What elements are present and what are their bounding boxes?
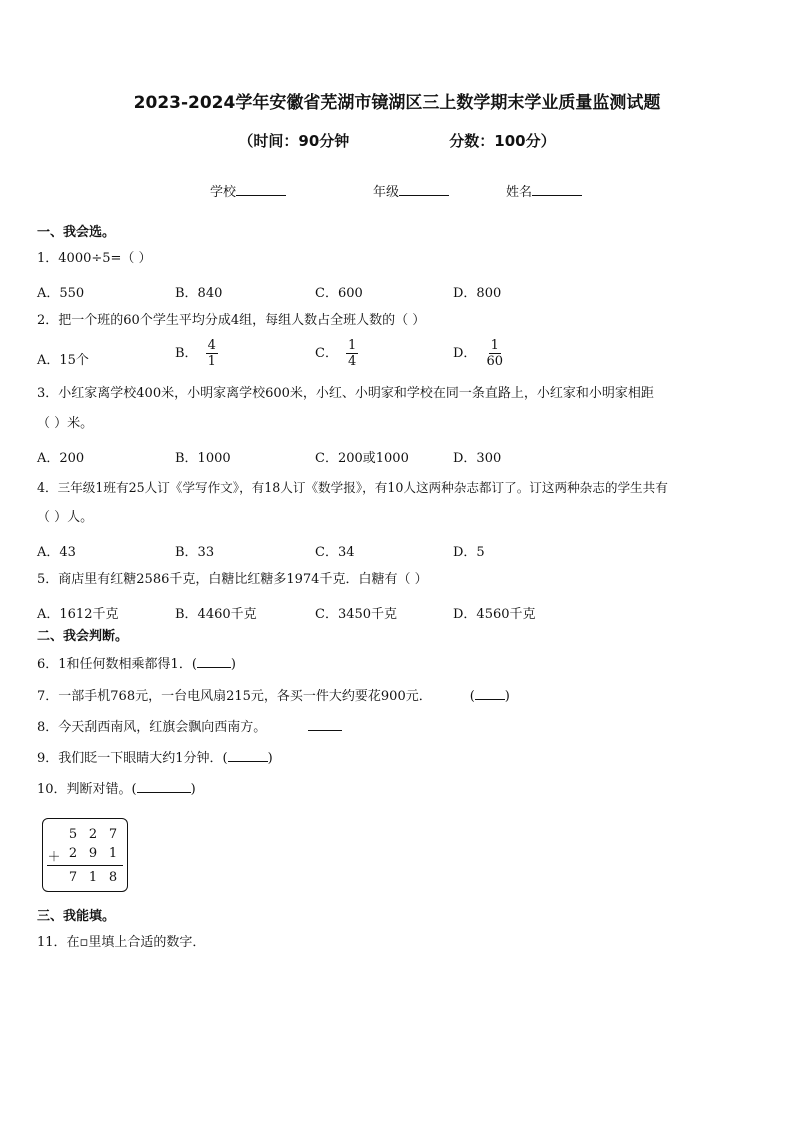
question-3-line2: （ ）米。: [37, 416, 94, 431]
question-9: [37, 749, 273, 767]
question-10: [37, 780, 196, 798]
q3-option-d[interactable]: D．300: [453, 451, 502, 466]
q1-option-d[interactable]: D．800: [453, 286, 502, 301]
q2-option-d[interactable]: [453, 338, 505, 369]
section-heading-fill: 三、我能填。: [37, 909, 116, 924]
answer-blank[interactable]: [137, 780, 191, 793]
digit: 5: [68, 827, 78, 842]
denominator: 60: [486, 354, 503, 369]
q2-option-d-label: D．: [453, 346, 477, 361]
page-title: 2023-2024学年安徽省芜湖市镜湖区三上数学期末学业质量监测试题: [133, 93, 661, 113]
q1-option-b[interactable]: B．840: [175, 286, 223, 301]
q5-option-c[interactable]: C．3450千克: [315, 607, 398, 622]
numerator: 1: [347, 338, 357, 353]
school-label: 学校: [210, 185, 237, 200]
close-paren: ): [504, 689, 510, 704]
question-9-text: 9．我们眨一下眼睛大约1分钟．(: [37, 751, 228, 766]
fraction: [346, 338, 358, 369]
q1-option-a[interactable]: A．550: [37, 286, 85, 301]
q1-option-c[interactable]: C．600: [315, 286, 363, 301]
grade-label: 年级: [373, 185, 400, 200]
q2-option-b[interactable]: [175, 338, 218, 369]
name-field: [506, 181, 582, 200]
sum-line: [47, 865, 123, 866]
answer-blank[interactable]: [475, 687, 505, 700]
question-11: 11．在▫里填上合适的数字．: [37, 935, 206, 950]
fraction: [206, 338, 218, 369]
q2-option-c-label: C．: [315, 346, 338, 361]
q3-option-b[interactable]: B．1000: [175, 451, 231, 466]
q3-option-a[interactable]: A．200: [37, 451, 85, 466]
question-10-text: 10．判断对错。(: [37, 782, 137, 797]
close-paren: ): [190, 782, 196, 797]
digit: 2: [68, 846, 78, 861]
question-5: 5．商店里有红糖2586千克，白糖比红糖多1974千克．白糖有（ ）: [37, 572, 428, 587]
exam-meta: [0, 130, 794, 151]
q4-option-b[interactable]: B．33: [175, 545, 215, 560]
time-limit: （时间：90分钟: [238, 132, 350, 150]
numerator: 4: [207, 338, 216, 353]
q5-option-d[interactable]: D．4560千克: [453, 607, 536, 622]
question-6: [37, 655, 236, 673]
total-score: 分数：100分）: [449, 132, 556, 150]
q4-option-c[interactable]: C．34: [315, 545, 355, 560]
digit: 2: [88, 827, 98, 842]
name-blank[interactable]: [532, 183, 582, 196]
denominator: 4: [347, 354, 357, 369]
section-heading-judge: 二、我会判断。: [37, 629, 129, 644]
grade-blank[interactable]: [399, 183, 449, 196]
q4-option-d[interactable]: D．5: [453, 545, 485, 560]
digit: 9: [88, 846, 98, 861]
question-6-text: 6．1和任何数相乘都得1．(: [37, 657, 197, 672]
open-paren: (: [469, 689, 475, 704]
question-8: [37, 718, 342, 736]
school-blank[interactable]: [236, 183, 286, 196]
digit: 7: [68, 870, 78, 885]
question-4-line2: （ ）人。: [37, 510, 94, 525]
question-8-text: 8．今天刮西南风，红旗会飘向西南方。: [37, 720, 267, 735]
question-7-text: 7．一部手机768元，一台电风扇215元，各买一件大约要花900元．: [37, 689, 432, 704]
answer-blank[interactable]: [228, 749, 268, 762]
question-4-line1: 4．三年级1班有25人订《学写作文》，有18人订《数学报》，有10人这两种杂志都订了。订这两种杂志的学生共有: [37, 480, 668, 495]
question-2: 2．把一个班的60个学生平均分成4组，每组人数占全班人数的（ ）: [37, 313, 426, 328]
q2-option-c[interactable]: [315, 338, 358, 369]
grade-field: [373, 181, 449, 200]
question-7: [37, 687, 510, 705]
q5-option-b[interactable]: B．4460千克: [175, 607, 257, 622]
q5-option-a[interactable]: A．1612千克: [37, 607, 119, 622]
name-label: 姓名: [506, 185, 533, 200]
plus-sign: ＋: [47, 850, 61, 865]
fraction: [484, 338, 505, 369]
answer-blank[interactable]: [308, 718, 342, 731]
numerator: 1: [490, 338, 499, 353]
digit: 8: [108, 870, 118, 885]
q2-option-b-label: B．: [175, 346, 198, 361]
question-3-line1: 3．小红家离学校400米，小明家离学校600米，小红、小明家和学校在同一条直路上，小红家和小明家相距: [37, 386, 654, 401]
close-paren: ): [230, 657, 236, 672]
answer-blank[interactable]: [197, 655, 231, 668]
school-field: [210, 181, 286, 200]
q4-option-a[interactable]: A．43: [37, 545, 76, 560]
question-1: 1．4000÷5=（ ）: [37, 251, 152, 266]
digit: 1: [108, 846, 118, 861]
section-heading-choice: 一、我会选。: [37, 225, 116, 240]
vertical-addition: [42, 818, 128, 892]
q2-option-a[interactable]: A．15个: [37, 353, 89, 368]
q3-option-c[interactable]: C．200或1000: [315, 451, 409, 466]
digit: 7: [108, 827, 118, 842]
close-paren: ): [267, 751, 273, 766]
digit: 1: [88, 870, 98, 885]
denominator: 1: [207, 354, 216, 369]
